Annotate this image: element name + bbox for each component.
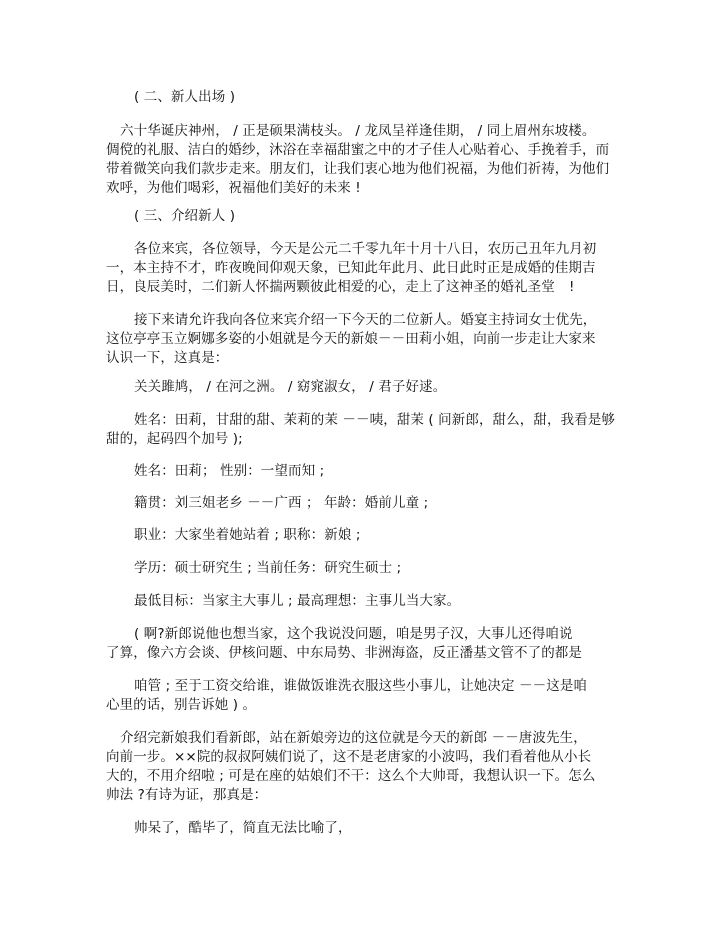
paragraph-line: 了算，像六方会谈、伊核问题、中东局势、非洲海盗，反正潘基文管不了的都是 bbox=[106, 645, 582, 661]
paragraph-line: 介绍完新娘我们看新郎，站在新娘旁边的这位就是今天的新郎 －－唐波先生， bbox=[120, 730, 587, 746]
paragraph-line: 带着微笑向我们款步走来。朋友们，让我们衷心地为他们祝福，为他们祈祷，为他们 bbox=[106, 161, 610, 177]
paragraph-line: 倜傥的礼服、洁白的婚纱，沐浴在幸福甜蜜之中的才子佳人心贴着心、手挽着手，而 bbox=[106, 142, 610, 158]
profile-line: 籍贯：刘三姐老乡 －－广西 ； 年龄：婚前儿童 ; bbox=[134, 495, 429, 511]
paragraph-line: 欢呼，为他们喝彩，祝福他们美好的未来 ! bbox=[106, 180, 361, 196]
paragraph-line: 六十华诞庆神州， / 正是硕果满枝头。 / 龙凤呈祥逢佳期， / 同上眉州东坡楼。 bbox=[120, 123, 596, 139]
paragraph-line: 认识一下，这真是： bbox=[106, 350, 229, 366]
paragraph-line: 各位来宾，各位领导，今天是公元二千零九年十月十八日，农历己丑年九月初 bbox=[134, 241, 597, 257]
paragraph-line: 日，良辰美时，二们新人怀揣两颗彼此相爱的心，走上了这神圣的婚礼圣堂 bbox=[106, 279, 555, 295]
paragraph-line: ! bbox=[569, 279, 575, 295]
paragraph-line: 姓名：田莉，甘甜的甜、茉莉的茉 －－咦，甜茉 ( 问新郎，甜么，甜，我看是够 bbox=[134, 412, 615, 428]
profile-line: 姓名：田莉； 性别：一望而知 ; bbox=[134, 463, 325, 479]
profile-line: 最低目标：当家主大事儿 ; 最高理想：主事儿当大家。 bbox=[134, 593, 461, 609]
profile-line: 职业：大家坐着她站着 ; 职称：新娘 ; bbox=[134, 527, 361, 543]
paragraph-line: 心里的话，别告诉她 ) 。 bbox=[106, 697, 257, 713]
section-heading-2: ( 二、新人出场 ) bbox=[134, 89, 236, 105]
paragraph-line: 大的，不用介绍啦 ; 可是在座的姑娘们不干：这么个大帅哥，我想认识一下。怎么 bbox=[106, 768, 596, 784]
paragraph-line: 帅法 ?有诗为证，那真是： bbox=[106, 787, 268, 803]
paragraph-line: 向前一步。××院的叔叔阿姨们说了，这不是老唐家的小波吗，我们看着他从小长 bbox=[106, 749, 592, 765]
poem-line: 关关雎鸠， / 在河之洲。 / 窈窕淑女， / 君子好逑。 bbox=[134, 379, 447, 395]
paragraph-line: 帅呆了，酷毕了，简直无法比喻了， bbox=[134, 820, 352, 836]
paragraph-line: 这位亭亭玉立婀娜多姿的小姐就是今天的新娘－－田莉小姐，向前一步走让大家来 bbox=[106, 331, 596, 347]
profile-line: 学历：硕士研究生 ; 当前任务：研究生硕士 ; bbox=[134, 560, 402, 576]
paragraph-line: 甜的，起码四个加号 ); bbox=[106, 431, 243, 447]
section-heading-3: ( 三、介绍新人 ) bbox=[134, 208, 236, 224]
paragraph-line: 咱管 ; 至于工资交给谁，谁做饭谁洗衣服这些小事儿，让她决定 －－这是咱 bbox=[134, 678, 588, 694]
paragraph-line: 一，本主持不才，昨夜晚间仰观天象，已知此年此月、此日此时正是成婚的佳期吉 bbox=[106, 260, 596, 276]
paragraph-line: 接下来请允许我向各位来宾介绍一下今天的二位新人。婚宴主持词女士优先， bbox=[134, 312, 597, 328]
paragraph-line: ( 啊?新郎说他也想当家，这个我说没问题，咱是男子汉，大事儿还得咱说 bbox=[134, 626, 573, 642]
